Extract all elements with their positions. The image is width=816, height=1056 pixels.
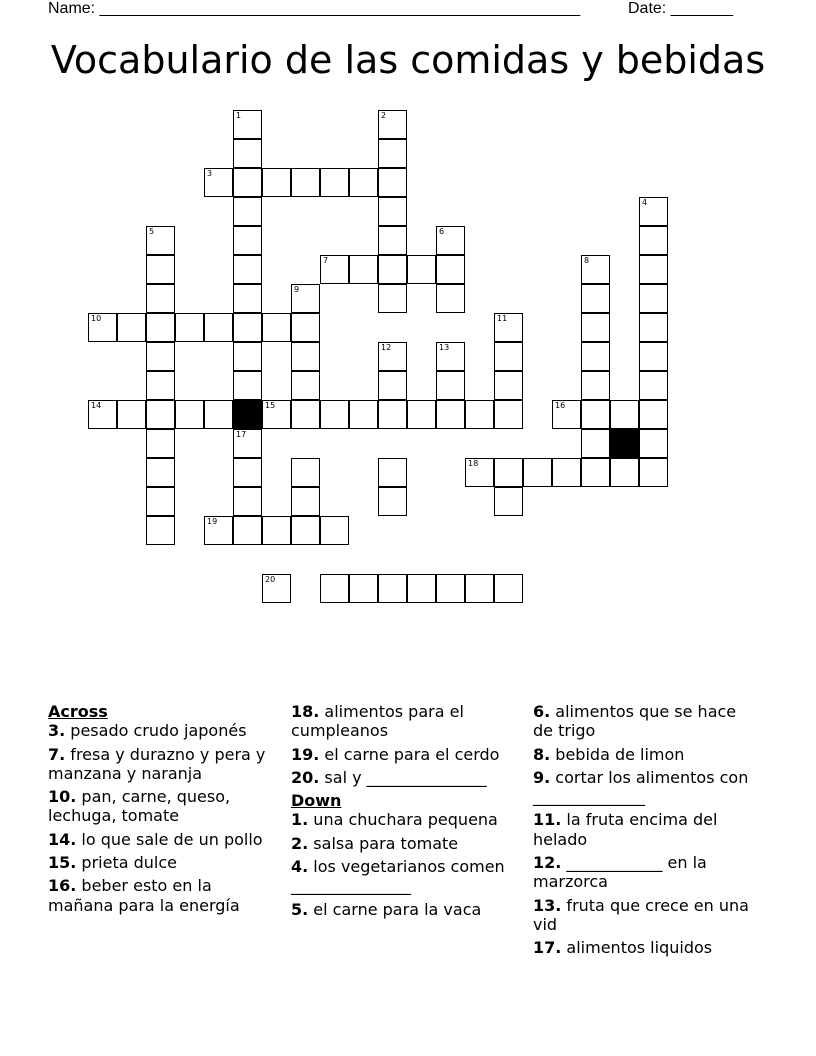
crossword-cell[interactable] — [117, 400, 146, 429]
crossword-cell[interactable] — [291, 487, 320, 516]
clue-number-label: 6. — [533, 702, 551, 721]
crossword-cell[interactable] — [320, 168, 349, 197]
clue-text: pan, carne, queso, lechuga, tomate — [48, 787, 231, 826]
clue-text: fresa y durazno y pera y manzana y naranja — [48, 744, 266, 783]
crossword-cell[interactable] — [233, 313, 262, 342]
crossword-cell[interactable] — [320, 516, 349, 545]
clue-item — [291, 702, 521, 741]
crossword-cell[interactable] — [639, 284, 668, 313]
crossword-cell[interactable] — [291, 400, 320, 429]
crossword-cell[interactable] — [204, 516, 233, 545]
down-clue-list — [291, 810, 521, 918]
crossword-cell[interactable] — [291, 313, 320, 342]
crossword-cell[interactable] — [378, 110, 407, 139]
crossword-cell[interactable] — [349, 400, 378, 429]
clue-item — [48, 853, 278, 872]
crossword-cell[interactable] — [639, 313, 668, 342]
clue-number-label: 4. — [291, 857, 309, 877]
clue-number-label: 15. — [48, 853, 77, 873]
clue-number-label: 14. — [48, 829, 77, 849]
down-heading: Down — [291, 791, 342, 811]
crossword-cell[interactable] — [494, 487, 523, 516]
crossword-cell[interactable] — [204, 400, 233, 429]
clue-number-label: 20. — [291, 767, 320, 787]
clue-number: 15 — [265, 401, 276, 410]
crossword-cell[interactable] — [233, 487, 262, 516]
crossword-cell[interactable] — [175, 313, 204, 342]
crossword-cell[interactable] — [378, 371, 407, 400]
crossword-cell[interactable] — [378, 574, 407, 603]
crossword-cell[interactable] — [146, 255, 175, 284]
blocked-cell — [610, 429, 639, 458]
clue-number: 10 — [91, 314, 102, 323]
clue-text: los vegetarianos comen _______________ — [291, 857, 505, 896]
clue-number-label: 7. — [48, 744, 66, 764]
clue-item — [533, 810, 753, 849]
crossword-cell[interactable] — [436, 400, 465, 429]
crossword-cell[interactable] — [320, 574, 349, 603]
crossword-cell[interactable] — [233, 284, 262, 313]
clue-item — [48, 721, 278, 740]
clue-number-label: 16. — [48, 876, 77, 896]
clue-text: cortar los alimentos con ______________ — [533, 767, 749, 807]
crossword-cell[interactable] — [291, 458, 320, 487]
crossword-cell[interactable] — [233, 516, 262, 545]
clue-text: alimentos para el cumpleanos — [291, 702, 464, 741]
clue-text: alimentos que se hace de trigo — [533, 702, 737, 741]
down-clue-list-continued — [533, 702, 753, 958]
clue-item — [533, 745, 753, 764]
crossword-cell[interactable] — [581, 458, 610, 487]
crossword-cell[interactable] — [378, 487, 407, 516]
crossword-cell[interactable] — [494, 574, 523, 603]
clue-item — [48, 787, 278, 826]
crossword-cell[interactable] — [233, 342, 262, 371]
crossword-cell[interactable] — [146, 284, 175, 313]
clue-text: la fruta encima del helado — [533, 810, 718, 849]
clue-column-2 — [291, 702, 521, 923]
crossword-cell[interactable] — [494, 400, 523, 429]
crossword-cell[interactable] — [233, 197, 262, 226]
clue-number: 2 — [381, 111, 387, 120]
clue-column-1 — [48, 702, 278, 919]
crossword-cell[interactable] — [436, 255, 465, 284]
clue-text: fruta que crece en una vid — [533, 895, 749, 934]
clue-number: 13 — [439, 343, 450, 352]
crossword-cell[interactable] — [436, 226, 465, 255]
clue-item — [291, 810, 521, 829]
crossword-cell[interactable] — [233, 139, 262, 168]
clue-number: 17 — [236, 430, 247, 439]
clue-item — [48, 830, 278, 849]
crossword-cell[interactable] — [349, 255, 378, 284]
crossword-cell[interactable] — [639, 197, 668, 226]
clue-number: 20 — [265, 575, 276, 584]
clue-item — [291, 768, 521, 787]
clue-number: 1 — [236, 111, 242, 120]
crossword-cell[interactable] — [378, 139, 407, 168]
clue-text: salsa para tomate — [308, 833, 459, 853]
clue-number: 12 — [381, 343, 392, 352]
clue-number-label: 8. — [533, 744, 551, 764]
crossword-cell[interactable] — [581, 342, 610, 371]
page-title: Vocabulario de las comidas y bebidas — [50, 38, 766, 82]
crossword-cell[interactable] — [378, 284, 407, 313]
crossword-cell[interactable] — [146, 458, 175, 487]
clue-text: sal y _______________ — [319, 767, 487, 787]
crossword-cell[interactable] — [378, 255, 407, 284]
crossword-cell[interactable] — [349, 168, 378, 197]
clue-number-label: 3. — [48, 721, 66, 741]
clue-number-label: 2. — [291, 833, 309, 853]
crossword-cell[interactable] — [436, 371, 465, 400]
crossword-cell[interactable] — [204, 168, 233, 197]
crossword-cell[interactable] — [494, 371, 523, 400]
clue-item — [533, 853, 753, 892]
clue-item — [291, 834, 521, 853]
clue-item — [48, 876, 278, 915]
crossword-cell[interactable] — [146, 226, 175, 255]
date-field-label: Date: _______ — [628, 0, 733, 17]
crossword-cell[interactable] — [378, 400, 407, 429]
clue-column-3 — [533, 702, 753, 962]
crossword-cell[interactable] — [262, 516, 291, 545]
clue-number: 14 — [91, 401, 102, 410]
clue-item — [291, 745, 521, 764]
clue-text: lo que sale de un pollo — [76, 829, 263, 849]
crossword-cell[interactable] — [581, 429, 610, 458]
crossword-cell[interactable] — [146, 487, 175, 516]
crossword-cell[interactable] — [262, 574, 291, 603]
clue-item — [291, 857, 521, 896]
clue-number-label: 10. — [48, 787, 77, 807]
clue-item — [533, 702, 753, 741]
crossword-cell[interactable] — [378, 168, 407, 197]
clue-number-label: 18. — [291, 702, 320, 721]
clue-number: 18 — [468, 459, 479, 468]
crossword-cell[interactable] — [639, 342, 668, 371]
clue-number-label: 19. — [291, 744, 320, 764]
crossword-cell[interactable] — [146, 516, 175, 545]
crossword-cell[interactable] — [581, 284, 610, 313]
clue-text: bebida de limon — [550, 744, 685, 764]
clue-number: 19 — [207, 517, 218, 526]
clue-text: beber esto en la mañana para la energía — [48, 876, 240, 915]
crossword-cell[interactable] — [146, 400, 175, 429]
clue-item — [533, 938, 753, 957]
clue-number: 8 — [584, 256, 590, 265]
clue-item — [533, 896, 753, 935]
crossword-cell[interactable] — [117, 313, 146, 342]
crossword-cell[interactable] — [378, 197, 407, 226]
clue-text: el carne para la vaca — [308, 899, 482, 919]
crossword-cell[interactable] — [639, 371, 668, 400]
crossword-cell[interactable] — [378, 226, 407, 255]
clue-text: una chuchara pequena — [308, 810, 498, 830]
clue-number-label: 17. — [533, 938, 562, 958]
crossword-cell[interactable] — [291, 168, 320, 197]
crossword-cell[interactable] — [291, 284, 320, 313]
crossword-cell[interactable] — [581, 255, 610, 284]
clue-number-label: 12. — [533, 853, 562, 873]
clue-text: prieta dulce — [76, 853, 177, 873]
clue-text: ____________ en la marzorca — [533, 853, 707, 892]
clue-number: 4 — [642, 198, 648, 207]
crossword-cell[interactable] — [88, 313, 117, 342]
clue-text: pesado crudo japonés — [65, 721, 247, 741]
across-clue-list — [48, 721, 278, 915]
crossword-cell[interactable] — [291, 516, 320, 545]
name-field-label: Name: ______________________________________________________ — [48, 0, 581, 17]
crossword-cell[interactable] — [639, 400, 668, 429]
crossword-cell[interactable] — [581, 371, 610, 400]
crossword-cell[interactable] — [494, 458, 523, 487]
clue-number-label: 11. — [533, 810, 562, 830]
crossword-cell[interactable] — [407, 400, 436, 429]
crossword-cell[interactable] — [407, 574, 436, 603]
crossword-cell[interactable] — [262, 400, 291, 429]
crossword-cell[interactable] — [291, 371, 320, 400]
crossword-cell[interactable] — [523, 458, 552, 487]
crossword-cell[interactable] — [465, 574, 494, 603]
crossword-cell[interactable] — [465, 458, 494, 487]
crossword-cell[interactable] — [146, 342, 175, 371]
crossword-cell[interactable] — [233, 110, 262, 139]
crossword-cell[interactable] — [581, 400, 610, 429]
crossword-cell[interactable] — [465, 400, 494, 429]
crossword-cell[interactable] — [233, 371, 262, 400]
crossword-cell[interactable] — [233, 429, 262, 458]
crossword-cell[interactable] — [204, 313, 233, 342]
across-heading: Across — [48, 702, 108, 721]
blocked-cell — [233, 400, 262, 429]
crossword-cell[interactable] — [436, 574, 465, 603]
crossword-cell[interactable] — [233, 168, 262, 197]
crossword-cell[interactable] — [436, 342, 465, 371]
clue-number-label: 13. — [533, 895, 562, 915]
crossword-cell[interactable] — [146, 371, 175, 400]
clue-item — [48, 745, 278, 784]
crossword-cell[interactable] — [262, 168, 291, 197]
crossword-cell[interactable] — [233, 255, 262, 284]
crossword-cell[interactable] — [291, 342, 320, 371]
crossword-cell[interactable] — [552, 458, 581, 487]
clue-item — [533, 768, 753, 807]
crossword-cell[interactable] — [494, 313, 523, 342]
crossword-cell[interactable] — [639, 458, 668, 487]
crossword-cell[interactable] — [494, 342, 523, 371]
across-clue-list-continued — [291, 702, 521, 787]
crossword-cell[interactable] — [610, 400, 639, 429]
crossword-cell[interactable] — [262, 313, 291, 342]
crossword-cell[interactable] — [88, 400, 117, 429]
crossword-cell[interactable] — [436, 284, 465, 313]
clue-number: 11 — [497, 314, 508, 323]
clue-number: 5 — [149, 227, 155, 236]
crossword-cell[interactable] — [407, 255, 436, 284]
clue-text: alimentos liquidos — [561, 938, 713, 958]
clue-number: 9 — [294, 285, 300, 294]
crossword-cell[interactable] — [320, 400, 349, 429]
clue-number-label: 5. — [291, 899, 309, 919]
crossword-cell[interactable] — [320, 255, 349, 284]
crossword-cell[interactable] — [552, 400, 581, 429]
crossword-cell[interactable] — [146, 313, 175, 342]
clue-number: 7 — [323, 256, 329, 265]
clue-number-label: 9. — [533, 767, 551, 787]
clue-number: 3 — [207, 169, 213, 178]
crossword-cell[interactable] — [349, 574, 378, 603]
clue-number: 16 — [555, 401, 566, 410]
crossword-cell[interactable] — [639, 255, 668, 284]
crossword-cell[interactable] — [581, 313, 610, 342]
crossword-cell[interactable] — [639, 226, 668, 255]
crossword-cell[interactable] — [233, 226, 262, 255]
crossword-cell[interactable] — [378, 458, 407, 487]
crossword-cell[interactable] — [378, 342, 407, 371]
crossword-cell[interactable] — [639, 429, 668, 458]
clue-number-label: 1. — [291, 810, 309, 830]
crossword-cell[interactable] — [146, 429, 175, 458]
crossword-cell[interactable] — [610, 458, 639, 487]
clue-item — [291, 900, 521, 919]
clue-number: 6 — [439, 227, 445, 236]
crossword-cell[interactable] — [175, 400, 204, 429]
crossword-cell[interactable] — [233, 458, 262, 487]
clue-text: el carne para el cerdo — [319, 744, 500, 764]
